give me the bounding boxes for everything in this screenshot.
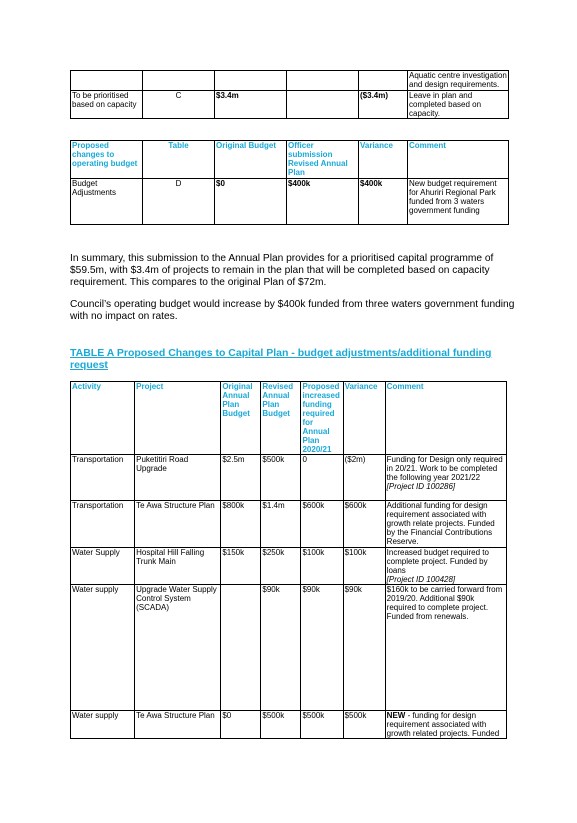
- cell-comment: [385, 548, 506, 585]
- table-row: [71, 501, 507, 548]
- cell-comment: $160k to be carried forward from 2019/20. Additional $90k required to complete project. Funded from renewals.: [385, 585, 506, 711]
- summary-paragraph: In summary, this submission to the Annual Plan provides for a prioritised capital programme of $59.5m, with $3.4m of projects to remain in the plan that will be completed based on capacity requirement. This compares to the original Plan of $72m.: [70, 253, 494, 288]
- cell-revised: $500k: [261, 455, 301, 501]
- cell-activity: Transportation: [71, 501, 135, 548]
- table-row: [71, 71, 509, 91]
- cell-original: [221, 585, 261, 711]
- header-proposed-funding: Proposed increased funding required for Annual Plan 2020/21: [301, 382, 343, 455]
- cell-row2-col4: [287, 91, 359, 119]
- cell-proposed: 0: [301, 455, 343, 501]
- cell-variance: $400k: [359, 179, 408, 225]
- cell-row1-col5: [359, 71, 408, 91]
- cell-proposed: $600k: [301, 501, 343, 548]
- table-row: [71, 585, 507, 711]
- cell-original: $0: [221, 711, 261, 739]
- cell-revised: $500k: [261, 711, 301, 739]
- comment-text: Increased budget required to complete project. Funded by loans: [386, 548, 489, 575]
- comment-text: - funding for design requirement associated with growth related projects. Funded: [386, 711, 500, 738]
- cell-row1-col4: [287, 71, 359, 91]
- cell-comment: Additional funding for design requirement associated with growth relate projects. Funded by the Financial Contributions Reserve.: [385, 501, 506, 548]
- cell-revised: $90k: [261, 585, 301, 711]
- cell-project: Upgrade Water Supply Control System (SCADA): [135, 585, 221, 711]
- cell-revised-budget: $400k: [287, 179, 359, 225]
- cell-proposed: $100k: [301, 548, 343, 585]
- table-a-heading: TABLE A Proposed Changes to Capital Plan - budget adjustments/additional funding request: [70, 347, 492, 371]
- header-officer-submission: Officer submission Revised Annual Plan: [287, 141, 359, 179]
- cell-variance: ($2m): [343, 455, 385, 501]
- project-id: [Project ID 100428]: [386, 575, 456, 584]
- header-variance: Variance: [343, 382, 385, 455]
- cell-proposed: $500k: [301, 711, 343, 739]
- project-id: [Project ID 100286]: [386, 482, 456, 491]
- cell-comment: [385, 455, 506, 501]
- header-comment: Comment: [385, 382, 506, 455]
- header-revised-budget: Revised Annual Plan Budget: [261, 382, 301, 455]
- cell-row2-col2: C: [143, 91, 215, 119]
- cell-project: Hospital Hill Falling Trunk Main: [135, 548, 221, 585]
- table-row: [71, 91, 509, 119]
- cell-comment: [385, 711, 506, 739]
- cell-project: Te Awa Structure Plan: [135, 501, 221, 548]
- cell-variance: $100k: [343, 548, 385, 585]
- header-activity: Activity: [71, 382, 135, 455]
- header-proposed-changes: Proposed changes to operating budget: [71, 141, 143, 179]
- cell-activity: Water supply: [71, 585, 135, 711]
- table-header-row: [71, 141, 509, 179]
- cell-original-budget: $0: [215, 179, 287, 225]
- capital-summary-table: [70, 70, 509, 119]
- cell-variance: $500k: [343, 711, 385, 739]
- cell-comment: New budget requirement for Ahuriri Regional Park funded from 3 waters government funding: [408, 179, 509, 225]
- cell-activity: Water Supply: [71, 548, 135, 585]
- cell-variance: $90k: [343, 585, 385, 711]
- cell-row2-col5: ($3.4m): [359, 91, 408, 119]
- new-label: NEW: [386, 711, 406, 720]
- table-header-row: [71, 382, 507, 455]
- cell-variance: $600k: [343, 501, 385, 548]
- header-original-budget: Original Budget: [215, 141, 287, 179]
- header-original-budget: Original Annual Plan Budget: [221, 382, 261, 455]
- cell-row2-col1: To be prioritised based on capacity: [71, 91, 143, 119]
- cell-original: $2.5m: [221, 455, 261, 501]
- table-row: [71, 455, 507, 501]
- cell-activity: Water supply: [71, 711, 135, 739]
- cell-row1-col1: [71, 71, 143, 91]
- header-project: Project: [135, 382, 221, 455]
- cell-row1-col2: [143, 71, 215, 91]
- capital-plan-changes-table: [70, 381, 507, 739]
- header-table: Table: [143, 141, 215, 179]
- cell-project: Puketitiri Road Upgrade: [135, 455, 221, 501]
- cell-budget-adjustments: Budget Adjustments: [71, 179, 143, 225]
- cell-project: Te Awa Structure Plan: [135, 711, 221, 739]
- operating-budget-table: [70, 140, 509, 225]
- comment-text: Funding for Design only required in 20/21. Work to be completed the following year 2021/22: [386, 455, 503, 482]
- cell-row2-comment: Leave in plan and completed based on capacity.: [408, 91, 509, 119]
- table-row: [71, 179, 509, 225]
- cell-original: $150k: [221, 548, 261, 585]
- table-row: [71, 548, 507, 585]
- cell-revised: $1.4m: [261, 501, 301, 548]
- table-row: [71, 711, 507, 739]
- cell-row1-col3: [215, 71, 287, 91]
- cell-row2-col3: $3.4m: [215, 91, 287, 119]
- cell-proposed: $90k: [301, 585, 343, 711]
- header-comment: Comment: [408, 141, 509, 179]
- cell-revised: $250k: [261, 548, 301, 585]
- cell-activity: Transportation: [71, 455, 135, 501]
- cell-original: $800k: [221, 501, 261, 548]
- cell-table-ref: D: [143, 179, 215, 225]
- cell-row1-comment: Aquatic centre investigation and design requirements.: [409, 71, 507, 89]
- header-variance: Variance: [359, 141, 408, 179]
- operating-budget-paragraph: Council’s operating budget would increase by $400k funded from three waters government funding with no impact on rates.: [70, 299, 515, 322]
